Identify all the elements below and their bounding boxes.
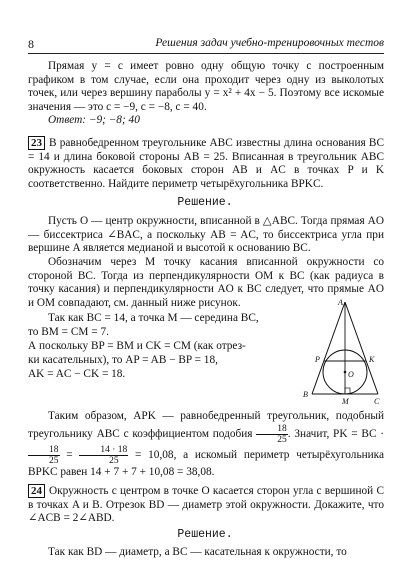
triangle-figure [300, 298, 382, 406]
label-c: C [374, 397, 380, 406]
solution-heading-24: Решение. [177, 528, 233, 541]
solution-paragraph-2: Обозначим через M точку касания вписанной окружности со стороной BC. Тогда из перпендикулярности OM к BC (как радиуса в точку касания) и перпендикулярности AO к BC следует, что прямые AO и OM совпадают, см. данный ниже рисунок. [28, 256, 384, 309]
problem-number: 23 [28, 136, 45, 150]
problem-23-text: В равнобедренном треугольнике ABC известны длина основания BC = 14 и длина боковой стороны AB = 25. Вписанная в треугольник ABC окружность касается боковых сторон AB и AC в точках P и K соответственно. Найдите периметр четырёхугольника BPKC. [28, 137, 384, 190]
label-p: P [315, 355, 320, 364]
side-ab [312, 302, 345, 394]
solution-paragraph-1: Пусть O — центр окружности, вписанной в △ABC. Тогда прямая AO — биссектриса ∠BAC, а поскольку AB = AC, то биссектриса угла при вершине A является медианой и высотой к основанию BC. [28, 215, 384, 255]
label-a: A [338, 298, 343, 307]
label-b: B [303, 390, 308, 399]
para3-line: А поскольку BP = BM и CK = CM (как отрез- [28, 340, 246, 352]
para3-line: ки касательных), то AP = AB − BP = 18, [28, 354, 218, 366]
problem-24-text: Окружность с центром в точке O касается сторон угла с вершиной C в точках A и B. Отрезок BD — диаметр этой окружности. Докажите, что ∠ACB = 2∠ABD. [28, 485, 384, 525]
label-m: M [342, 397, 349, 406]
problem-24-statement [28, 484, 384, 526]
running-title: Решения задач учебно-тренировочных тестов [155, 37, 384, 49]
para3-line: то BM = CM = 7. [28, 326, 109, 338]
para3-line: Так как BC = 14, а точка M — середина BC, [48, 312, 259, 324]
intro-answer: Ответ: −9; −8; 40 [48, 114, 140, 126]
para4-part: = [66, 448, 73, 461]
fraction: $\frac{18}{25}$ [28, 445, 60, 466]
page-number: 8 [28, 37, 34, 51]
side-ac [345, 302, 378, 394]
label-o: O [348, 370, 354, 379]
problem-24-solution-line: Так как BD — диаметр, а BC — касательная к окружности, то [48, 546, 347, 558]
problem-number: 24 [28, 484, 45, 498]
solution-paragraph-4 [28, 410, 384, 479]
fraction: $\frac{14 \cdot 18}{25}$ [79, 445, 128, 466]
intro-text: Прямая y = c имеет ровно одну общую точку с построенным графиком в том случае, если она проходит через одну из выколотых точек, или через вершину параболы y = x² + 4x − 5. Поэтому все искомые значения — это c = −9, c = −8, c = 40. [28, 60, 384, 113]
para4-part: Таким образом, APK — равнобедренный треугольник, подобный треугольнику ABC с коэффициентом подобия [28, 410, 384, 440]
para4-part: = 10,08, а искомый периметр четырёхугольника BPKC равен 14 + 7 + 7 + 10,08 = 38,08. [28, 448, 385, 478]
page-header [28, 37, 384, 54]
problem-23-statement [28, 136, 384, 191]
solution-heading: Решение. [177, 196, 233, 209]
label-k: K [369, 355, 375, 364]
para3-line: AK = AC − CK = 18. [28, 368, 126, 380]
para4-part: . Значит, PK = BC · [287, 427, 385, 440]
center-o [344, 371, 347, 374]
fraction: $\frac{18}{25}$ [256, 424, 288, 445]
